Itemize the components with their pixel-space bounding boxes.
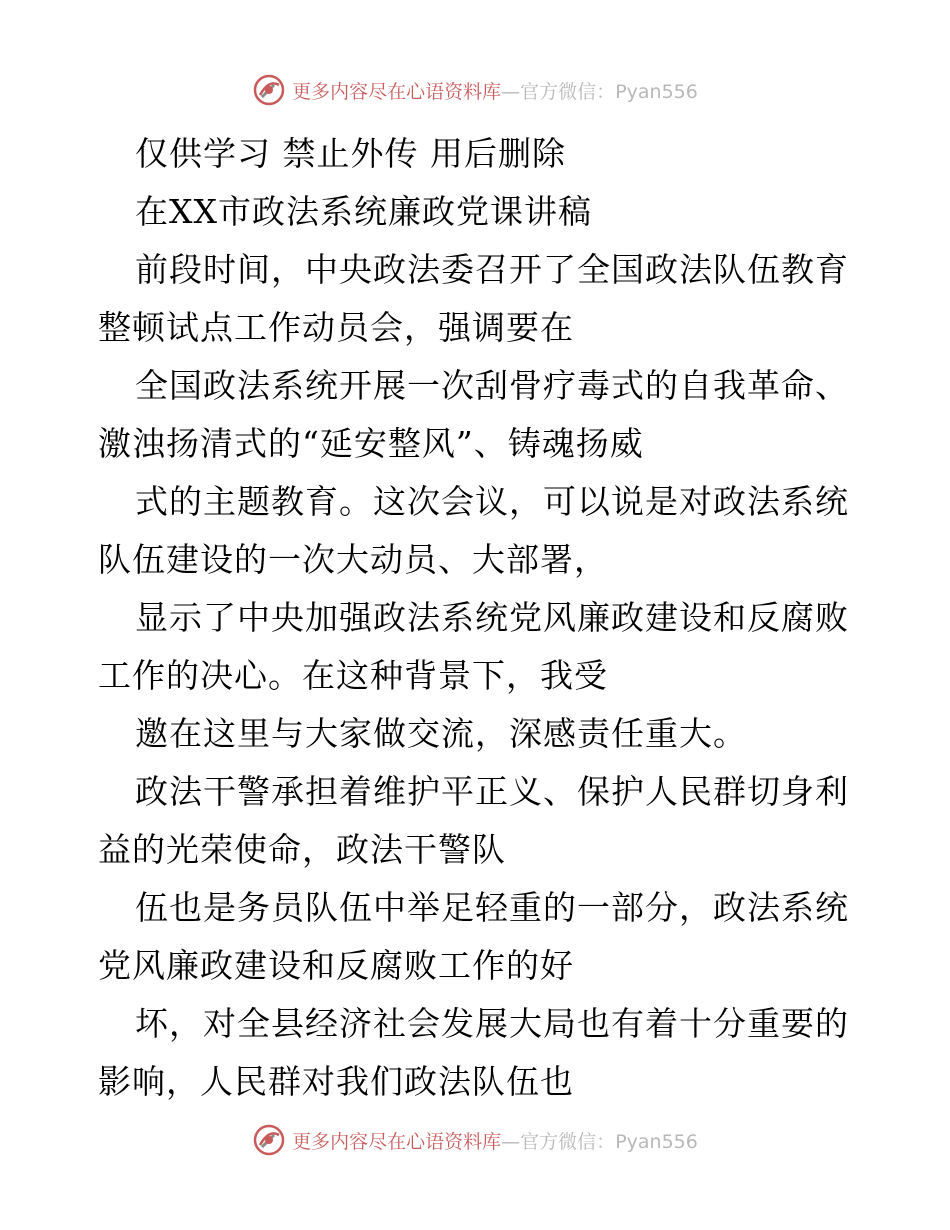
text-line: 在XX市政法系统廉政党课讲稿	[135, 192, 592, 231]
header-banner	[0, 70, 950, 110]
promo-text: 更多内容尽在心语资料库	[292, 1130, 502, 1153]
wechat-handle: Pyan556	[615, 1130, 698, 1153]
text-line: 仅供学习 禁止外传 用后删除	[135, 134, 566, 173]
seal-logo-icon	[252, 1123, 286, 1157]
text-line: 党风廉政建设和反腐败工作的好	[98, 946, 574, 985]
text-line: 工作的决心。在这种背景下，我受	[98, 656, 608, 695]
text-line: 前段时间，中央政法委召开了全国政法队伍教育	[135, 250, 849, 289]
promo-text-line	[292, 77, 698, 104]
promo-dash: —	[501, 80, 521, 103]
wechat-label: 官方微信：	[520, 1130, 616, 1153]
document-body	[98, 125, 858, 1111]
wechat-handle: Pyan556	[615, 80, 698, 103]
text-line: 激浊扬清式的“延安整风”、铸魂扬威	[98, 424, 644, 463]
text-line: 坏，对全县经济社会发展大局也有着十分重要的	[135, 1004, 849, 1043]
text-line: 政法干警承担着维护平正义、保护人民群切身利	[135, 772, 849, 811]
wechat-label: 官方微信：	[520, 80, 616, 103]
text-line: 影响，人民群对我们政法队伍也	[98, 1062, 574, 1101]
text-line: 全国政法系统开展一次刮骨疗毒式的自我革命、	[135, 366, 849, 405]
promo-dash: —	[501, 1130, 521, 1153]
footer-banner	[0, 1120, 950, 1160]
text-line: 显示了中央加强政法系统党风廉政建设和反腐败	[135, 598, 849, 637]
text-line: 邀在这里与大家做交流，深感责任重大。	[135, 714, 747, 753]
text-line: 伍也是务员队伍中举足轻重的一部分，政法系统	[135, 888, 849, 927]
seal-logo-icon	[252, 73, 286, 107]
text-line: 整顿试点工作动员会，强调要在	[98, 308, 574, 347]
text-line: 益的光荣使命，政法干警队	[98, 830, 506, 869]
promo-text: 更多内容尽在心语资料库	[292, 80, 502, 103]
text-line: 队伍建设的一次大动员、大部署，	[98, 540, 608, 579]
promo-text-line	[292, 1127, 698, 1154]
text-line: 式的主题教育。这次会议，可以说是对政法系统	[135, 482, 849, 521]
